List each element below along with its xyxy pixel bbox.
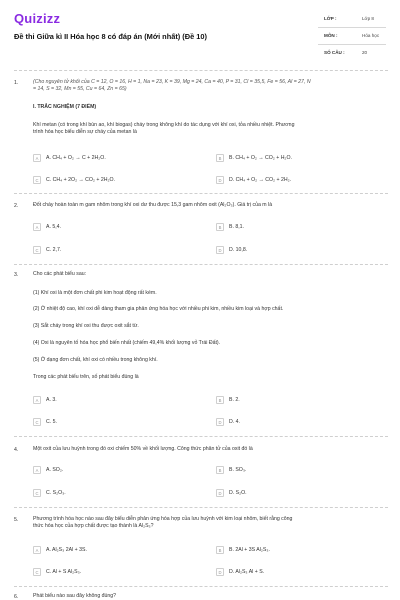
option-letter-box: A bbox=[33, 154, 41, 162]
quizizz-logo: Quizizz bbox=[14, 11, 61, 26]
meta-row-question-count bbox=[318, 45, 386, 62]
question-number: 2. bbox=[14, 203, 19, 209]
question-line: Phương trình hóa học nào sau đây biểu diễn phản ứng hóa hợp của lưu huỳnh với kim loại nhôm, biết rằng công bbox=[33, 516, 293, 522]
statement: (4) Oxi là nguyên tố hóa học phổ biến nhất (chiếm 49,4% khối lượng vỏ Trái Đất). bbox=[33, 340, 221, 346]
worksheet-header bbox=[0, 0, 400, 70]
option-letter-box: A bbox=[33, 466, 41, 474]
option-text: A. SO₂. bbox=[46, 467, 64, 473]
meta-value: Lớp 8 bbox=[362, 16, 374, 21]
worksheet-title: Đề thi Giữa kì II Hóa học 8 có đáp án (Mới nhất) (Đề 10) bbox=[14, 32, 207, 41]
option-text: C. 2,7. bbox=[46, 247, 62, 253]
intro-line: (Cho nguyên tử khối của C = 12, O = 16, H = 1, Na = 23, K = 39, Mg = 24, Ca = 40, P = 31, Cl = 35,5, Fe = 56, Al = 27, N bbox=[33, 79, 311, 85]
question-intro bbox=[33, 79, 383, 94]
meta-label: SỐ CÂU : bbox=[324, 50, 345, 55]
option-letter-box: B bbox=[216, 466, 224, 474]
option-letter-box: A bbox=[33, 396, 41, 404]
option-text: D. CH₄ + O₂ → CO₂ + 2H₂. bbox=[229, 177, 292, 183]
question-text: Một oxit của lưu huỳnh trong đó oxi chiếm 50% về khối lượng. Công thức phân tử của oxit đó là bbox=[33, 446, 253, 452]
question-number: 4. bbox=[14, 447, 19, 453]
option-text: C. Al + S Al₂S₃. bbox=[46, 569, 82, 575]
meta-row-subject bbox=[318, 28, 386, 45]
question-text: Cho các phát biểu sau: bbox=[33, 271, 87, 277]
option-text: A. 3. bbox=[46, 397, 57, 403]
option-letter-box: C bbox=[33, 489, 41, 497]
option-letter-box: B bbox=[216, 223, 224, 231]
divider bbox=[14, 436, 388, 437]
option-letter-box: C bbox=[33, 418, 41, 426]
divider bbox=[14, 70, 388, 71]
option-text: D. S₂O. bbox=[229, 490, 247, 496]
option-letter-box: A bbox=[33, 223, 41, 231]
intro-line: = 14, S = 32, Mn = 55, Cu = 64, Zn = 65) bbox=[33, 86, 127, 93]
question-number: 1. bbox=[14, 80, 19, 86]
question-text bbox=[33, 516, 383, 531]
option-text: D. 10,8. bbox=[229, 247, 248, 253]
meta-label: LỚP : bbox=[324, 16, 337, 21]
question-text: Đốt cháy hoàn toàn m gam nhôm trong khí oxi dư thu được 15,3 gam nhôm oxit (Al₂O₃). Giá trị của m là bbox=[33, 202, 273, 208]
option-letter-box: B bbox=[216, 154, 224, 162]
option-letter-box: A bbox=[33, 546, 41, 554]
option-text: A. Al₂S₃ 2Al + 3S. bbox=[46, 547, 87, 553]
option-text: C. 5. bbox=[46, 419, 57, 425]
option-letter-box: D bbox=[216, 176, 224, 184]
question-number: 5. bbox=[14, 517, 19, 523]
divider bbox=[14, 586, 388, 587]
option-text: B. 2. bbox=[229, 397, 240, 403]
option-text: B. SO₃. bbox=[229, 467, 247, 473]
question-number: 6. bbox=[14, 594, 19, 600]
option-letter-box: D bbox=[216, 489, 224, 497]
question-number: 3. bbox=[14, 272, 19, 278]
option-letter-box: B bbox=[216, 396, 224, 404]
meta-value: 20 bbox=[362, 50, 368, 55]
meta-row-class bbox=[318, 11, 386, 28]
option-letter-box: C bbox=[33, 246, 41, 254]
statement: (2) Ở nhiệt độ cao, khí oxi dễ dàng tham gia phản ứng hóa học với nhiều phi kim, nhiều kim loại và hợp chất. bbox=[33, 306, 284, 312]
option-text: B. 2Al + 3S Al₂S₃. bbox=[229, 547, 270, 553]
statement: (5) Ở dạng đơn chất, khí oxi có nhiều trong không khí. bbox=[33, 357, 158, 363]
question-prompt: Trong các phát biểu trên, số phát biểu đúng là bbox=[33, 374, 139, 380]
divider bbox=[14, 264, 388, 265]
question-line: Khí metan (có trong khí bùn ao, khí biogas) cháy trong không khí do tác dụng với khí oxi, tỏa nhiều nhiệt. Phương bbox=[33, 122, 295, 128]
question-line: trình hóa học biểu diễn sự cháy của metan là bbox=[33, 129, 137, 136]
option-letter-box: C bbox=[33, 568, 41, 576]
option-text: C. S₂O₃. bbox=[46, 490, 66, 496]
option-text: C. CH₄ + 2O₂ → CO₂ + 2H₂O. bbox=[46, 177, 115, 183]
option-text: B. CH₄ + O₂ → CO₂ + H₂O. bbox=[229, 155, 292, 161]
option-letter-box: D bbox=[216, 568, 224, 576]
option-letter-box: B bbox=[216, 546, 224, 554]
statement: (3) Sắt cháy trong khí oxi thu được oxit sắt từ. bbox=[33, 323, 139, 329]
option-text: D. 4. bbox=[229, 419, 240, 425]
divider bbox=[14, 193, 388, 194]
option-text: B. 8,1. bbox=[229, 224, 244, 230]
statement: (1) Khí oxi là một đơn chất phi kim hoạt động rất kém. bbox=[33, 290, 157, 296]
divider bbox=[14, 507, 388, 508]
option-letter-box: D bbox=[216, 246, 224, 254]
option-text: A. CH₄ + O₂ → C + 2H₂O. bbox=[46, 155, 106, 161]
option-text: A. 5,4. bbox=[46, 224, 61, 230]
option-text: D. Al₂S₃ Al + S. bbox=[229, 569, 265, 575]
meta-value: Hóa học bbox=[362, 33, 380, 38]
question-text: Phát biểu nào sau đây không đúng? bbox=[33, 593, 117, 599]
section-heading: I. TRẮC NGHIỆM (7 ĐIỂM) bbox=[33, 104, 97, 110]
question-line: thức hóa học của hợp chất được tạo thành là Al₂S₃? bbox=[33, 523, 154, 530]
option-letter-box: C bbox=[33, 176, 41, 184]
question-text bbox=[33, 122, 383, 137]
option-letter-box: D bbox=[216, 418, 224, 426]
meta-label: MÔN : bbox=[324, 33, 338, 38]
